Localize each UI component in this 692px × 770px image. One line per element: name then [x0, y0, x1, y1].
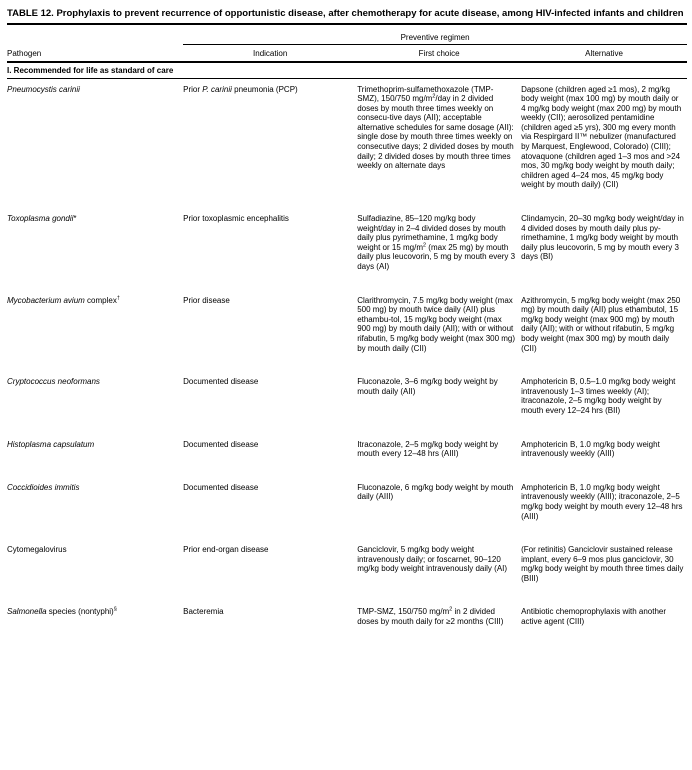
cell-first-choice: Sulfadiazine, 85–120 mg/kg body weight/day in 2–4 divided doses by mouth daily plus pyrimethamine, 1 mg/kg body weight or 15 $mg/m^2$ (max 25 mg) by mouth daily plus leucovorin, 5 mg by mouth every 3 days (AI)	[357, 214, 516, 271]
cell-pathogen: Cryptococcus neoformans	[7, 377, 100, 387]
cell-indication: Bacteremia	[183, 607, 224, 617]
cell-first-choice: Fluconazole, 6 mg/kg body weight by mouth daily (AIII)	[357, 482, 514, 502]
cell-alternative: Amphotericin B, 1.0 mg/kg body weight intravenously weekly (AIII); itraconazole, 2–5 mg/kg body weight by mouth every 12–48 hrs (AIII)	[521, 482, 683, 521]
cell-first-choice: Trimethoprim-sulfamethoxazole (TMP-SMZ), 150/750 $mg/m^2$/day in 2 divided doses by mouth three times weekly on consecu-tive days (AII); acceptable alternative schedules for same dosage (AII): single dose by mouth three times weekly on consecutive days; 2 divided doses by mouth daily; 2 divided doses by mouth three times weekly on alternate days	[357, 84, 514, 171]
cell-alternative: Azithromycin, 5 mg/kg body weight (max 250 mg) by mouth daily (AII) plus ethambutol, 15 mg/kg body weight (max 900 mg) by mouth daily (AII); with or without rifabutin, 5 mg/kg body weight (max 300 mg) by mouth daily (CII)	[521, 295, 681, 353]
table-row	[7, 477, 687, 539]
section-header: I. Recommended for life as standard of care	[7, 62, 687, 79]
cell-pathogen: Pneumocystis carinii	[7, 84, 80, 94]
col-header-pathogen: Pathogen	[7, 44, 183, 62]
table-body	[7, 62, 687, 645]
group-header-row	[7, 25, 687, 45]
group-header-preventive-regimen: Preventive regimen	[183, 25, 687, 45]
cell-pathogen: Mycobacterium avium complex†	[7, 294, 120, 305]
cell-first-choice: TMP-SMZ, 150/750 $mg/m^2$ in 2 divided doses by mouth daily for ≥2 months (CIII)	[357, 606, 504, 627]
cell-indication: Documented disease	[183, 482, 259, 492]
cell-alternative: Clindamycin, 20–30 mg/kg body weight/day in 4 divided doses by mouth daily plus py-rimethamine, 1 mg/kg body weight by mouth daily plus leucovorin, 5 mg by mouth every 3 days (BI)	[521, 214, 684, 262]
table-row	[7, 78, 687, 208]
cell-indication: Prior P. carinii pneumonia (PCP)	[183, 84, 298, 94]
cell-alternative: Dapsone (children aged ≥1 mos), 2 mg/kg body weight (max 100 mg) by mouth daily or 4 mg/kg body weight (max 200 mg) by mouth weekly (CII); aerosolized pentamidine (children aged ≥5 yrs), 300 mg every month via Respirgard II™ nebulizer (manufactured by Marquest, Englewood, Colorado) (CIII); atovaquone (children aged 1–3 mos and >24 mos, 30 mg/kg body weight by mouth daily; children aged 4–24 mos, 45 mg/kg body weight by mouth daily) (CII)	[521, 84, 682, 190]
cell-pathogen: Histoplasma capsulatum	[7, 439, 95, 449]
cell-first-choice: Itraconazole, 2–5 mg/kg body weight by mouth every 12–48 hrs (AIII)	[357, 439, 499, 459]
cell-pathogen: Toxoplasma gondii*	[7, 214, 77, 224]
cell-indication: Prior disease	[183, 295, 230, 305]
table-row	[7, 208, 687, 290]
table-head	[7, 25, 687, 62]
table-title: TABLE 12. Prophylaxis to prevent recurrence of opportunistic disease, after chemotherapy for acute disease, among HIV-infected infants and children	[7, 8, 687, 25]
cell-indication: Documented disease	[183, 377, 259, 387]
cell-first-choice: Fluconazole, 3–6 mg/kg body weight by mouth daily (AII)	[357, 377, 498, 396]
group-header-spacer	[7, 25, 183, 45]
cell-alternative: Amphotericin B, 0.5–1.0 mg/kg body weight intravenously 1–3 times weekly (AI); itraconazole, 2–5 mg/kg body weight by mouth every 12–24 hrs (BII)	[521, 377, 676, 415]
cell-alternative: Antibiotic chemoprophylaxis with another active agent (CIII)	[521, 607, 667, 627]
cell-indication: Documented disease	[183, 439, 259, 449]
table-row	[7, 539, 687, 601]
col-header-indication: Indication	[183, 44, 357, 62]
cell-indication: Prior toxoplasmic encephalitis	[183, 214, 289, 224]
cell-pathogen: Coccidioides immitis	[7, 482, 80, 492]
table-row	[7, 290, 687, 372]
column-header-row	[7, 44, 687, 62]
cell-pathogen: Salmonella species (nontyphi)§	[7, 606, 117, 617]
cell-first-choice: Ganciclovir, 5 mg/kg body weight intravenously daily; or foscarnet, 90–120 mg/kg body weight intravenously daily (AI)	[357, 545, 508, 574]
cell-pathogen: Cytomegalovirus	[7, 545, 67, 555]
cell-indication: Prior end-organ disease	[183, 545, 269, 555]
table-row	[7, 434, 687, 477]
table-row	[7, 601, 687, 644]
col-header-alternative: Alternative	[521, 44, 687, 62]
cell-alternative: Amphotericin B, 1.0 mg/kg body weight intravenously weekly (AIII)	[521, 439, 660, 459]
section-header-row	[7, 62, 687, 79]
table-row	[7, 371, 687, 433]
prophylaxis-table	[7, 25, 687, 645]
col-header-first-choice: First choice	[357, 44, 521, 62]
cell-first-choice: Clarithromycin, 7.5 mg/kg body weight (max 500 mg) by mouth twice daily (AII) plus ethambu-tol, 15 mg/kg body weight (max 900 mg) by mouth daily (AII); with or without rifabutin, 5 mg/kg body weight (max 300 mg) by mouth daily (CII)	[357, 295, 516, 353]
cell-alternative: (For retinitis) Ganciclovir sustained release implant, every 6–9 mos plus ganciclovir, 30 mg/kg body weight by mouth three times daily (BIII)	[521, 545, 684, 583]
